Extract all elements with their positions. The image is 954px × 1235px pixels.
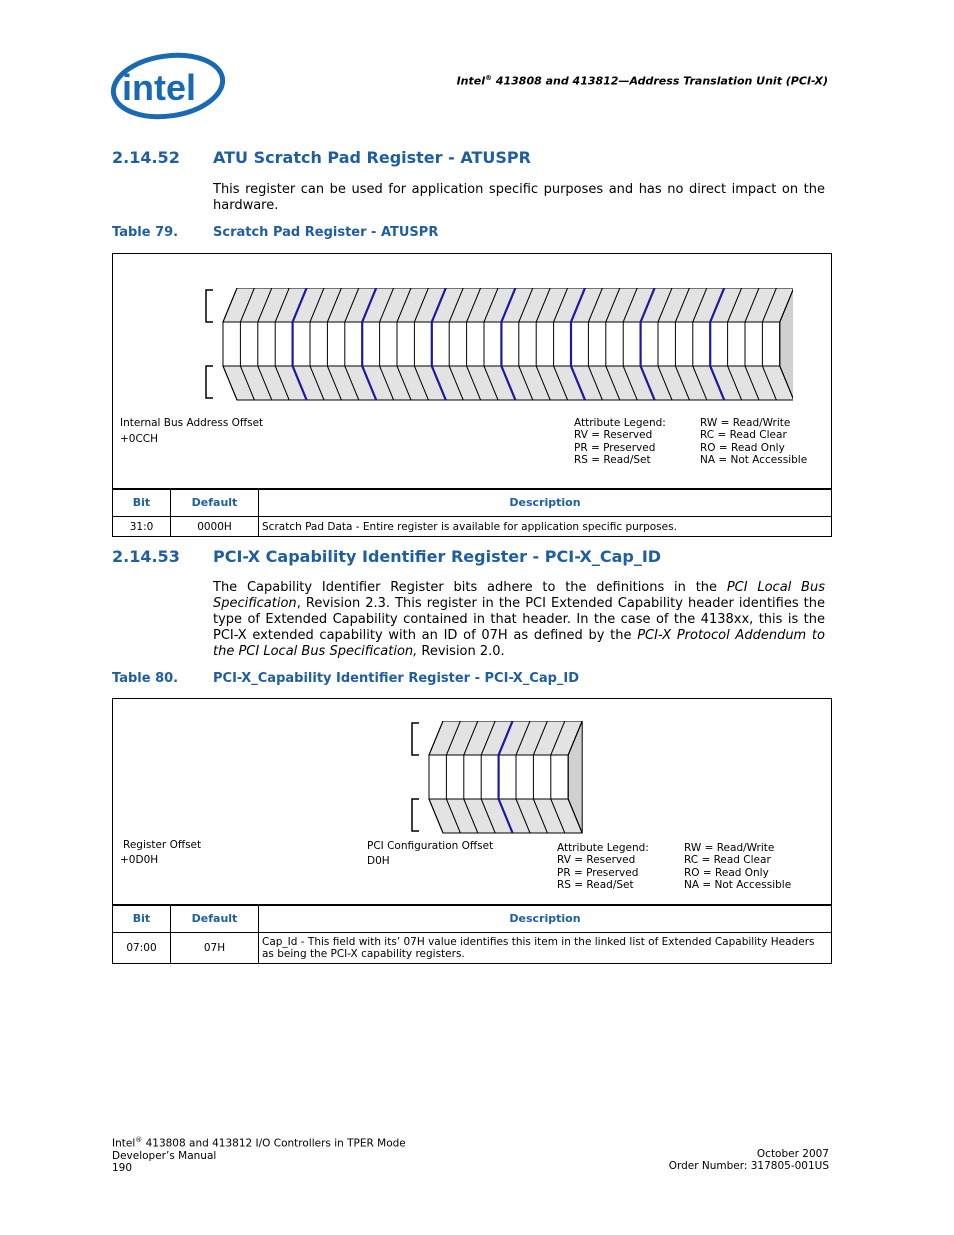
footer-manual: Developer’s Manual: [112, 1149, 217, 1162]
section-title: PCI-X Capability Identifier Register - PCI-X_Cap_ID: [213, 547, 662, 566]
legend-na: NA = Not Accessible: [700, 454, 808, 466]
legend-pr: PR = Preserved: [574, 442, 656, 454]
footer-registered: ®: [135, 1136, 143, 1144]
legend-ro: RO = Read Only: [684, 867, 769, 879]
cell-bit: 31:0: [113, 517, 171, 537]
section-body: [213, 580, 825, 660]
section-title: ATU Scratch Pad Register - ATUSPR: [213, 148, 531, 167]
cell-description: Scratch Pad Data - Entire register is available for application specific purposes.: [259, 517, 832, 537]
pci-offset-label: PCI Configuration Offset: [367, 840, 494, 852]
running-header: [400, 74, 828, 88]
col-description: Description: [259, 905, 832, 933]
col-bit: Bit: [113, 489, 171, 517]
bracket-top: [206, 290, 213, 322]
body-text-3: Revision 2.0.: [417, 644, 505, 659]
table-header-row: [113, 905, 832, 933]
legend-pr: PR = Preserved: [557, 867, 639, 879]
footer-brand: Intel: [112, 1137, 136, 1150]
legend-rc: RC = Read Clear: [684, 854, 771, 866]
col-bit: Bit: [113, 905, 171, 933]
page-number: 190: [112, 1161, 133, 1174]
section-heading-atuspr: [112, 148, 531, 167]
cell-default: 07H: [171, 933, 259, 964]
col-description: Description: [259, 489, 832, 517]
header-registered: ®: [485, 74, 492, 82]
legend-title: Attribute Legend:: [557, 842, 649, 854]
legend-rv: RV = Reserved: [574, 429, 653, 441]
footer-order-number: Order Number: 317805-001US: [668, 1160, 829, 1172]
table-caption-80: [112, 671, 579, 686]
bracket-bottom: [412, 799, 419, 831]
body-citation-2: PCI-X Protocol Addendum to the PCI Local Bus Specification,: [213, 628, 825, 659]
cell-description: Cap_Id - This field with its’ 07H value identifies this item in the linked list of Extended Capability Headers as being the PCI-X capability registers.: [259, 933, 832, 964]
table-title: PCI-X_Capability Identifier Register - PCI-X_Cap_ID: [213, 671, 580, 686]
body-citation-1: PCI Local Bus Specification: [213, 580, 825, 611]
logo-text: intel: [122, 67, 197, 108]
section-body: This register can be used for application specific purposes and has no direct impact on the hardware.: [213, 182, 825, 213]
bracket-bottom: [206, 366, 213, 398]
legend-title: Attribute Legend:: [574, 417, 666, 429]
offset-label: Internal Bus Address Offset: [120, 417, 264, 429]
table-row: [113, 933, 832, 964]
cell-bit: 07:00: [113, 933, 171, 964]
table-row: [113, 517, 832, 537]
bracket-top: [412, 723, 419, 755]
pci-offset-value: D0H: [367, 855, 390, 867]
table-label: Table 79.: [112, 225, 179, 240]
intel-logo: [108, 50, 228, 126]
footer-right: [600, 1148, 829, 1172]
legend-rw: RW = Read/Write: [684, 842, 775, 854]
offset-value: +0D0H: [120, 854, 159, 866]
legend-ro: RO = Read Only: [700, 442, 785, 454]
offset-value: +0CCH: [120, 433, 159, 445]
col-default: Default: [171, 905, 259, 933]
offset-label: Register Offset: [123, 839, 202, 851]
header-title: 413808 and 413812—Address Translation Unit (PCI-X): [492, 74, 828, 88]
section-heading-pcix-cap-id: [112, 547, 661, 566]
register-diagram-box: [112, 253, 832, 490]
legend-rs: RS = Read/Set: [574, 454, 651, 466]
header-brand: Intel: [456, 74, 485, 88]
register-diagram-box: [112, 698, 832, 906]
legend-rc: RC = Read Clear: [700, 429, 787, 441]
table-label: Table 80.: [112, 671, 179, 686]
footer-left: [112, 1134, 406, 1174]
footer-doc-title: 413808 and 413812 I/O Controllers in TPER Mode: [142, 1137, 406, 1150]
table-title: Scratch Pad Register - ATUSPR: [213, 225, 439, 240]
legend-rw: RW = Read/Write: [700, 417, 791, 429]
register-table-80: [112, 904, 832, 964]
section-number: 2.14.52: [112, 148, 180, 167]
col-default: Default: [171, 489, 259, 517]
body-text-1: The Capability Identifier Register bits adhere to the definitions in the: [213, 580, 727, 595]
section-number: 2.14.53: [112, 547, 180, 566]
register-table-79: [112, 488, 832, 537]
register-bit-diagram-8: [409, 721, 589, 837]
footer-date: October 2007: [756, 1148, 829, 1160]
legend-rv: RV = Reserved: [557, 854, 636, 866]
table-caption-79: [112, 225, 438, 240]
table-header-row: [113, 489, 832, 517]
cell-default: 0000H: [171, 517, 259, 537]
body-text-2: , Revision 2.3. This register in the PCI Extended Capability header identifies the type of Extended Capability contained in that header. In the case of the 4138xx, this is the PCI-X extended capability with an ID of 07H as defined by the: [213, 596, 825, 643]
register-bit-diagram-32: [203, 288, 793, 404]
legend-na: NA = Not Accessible: [684, 879, 792, 891]
legend-rs: RS = Read/Set: [557, 879, 634, 891]
